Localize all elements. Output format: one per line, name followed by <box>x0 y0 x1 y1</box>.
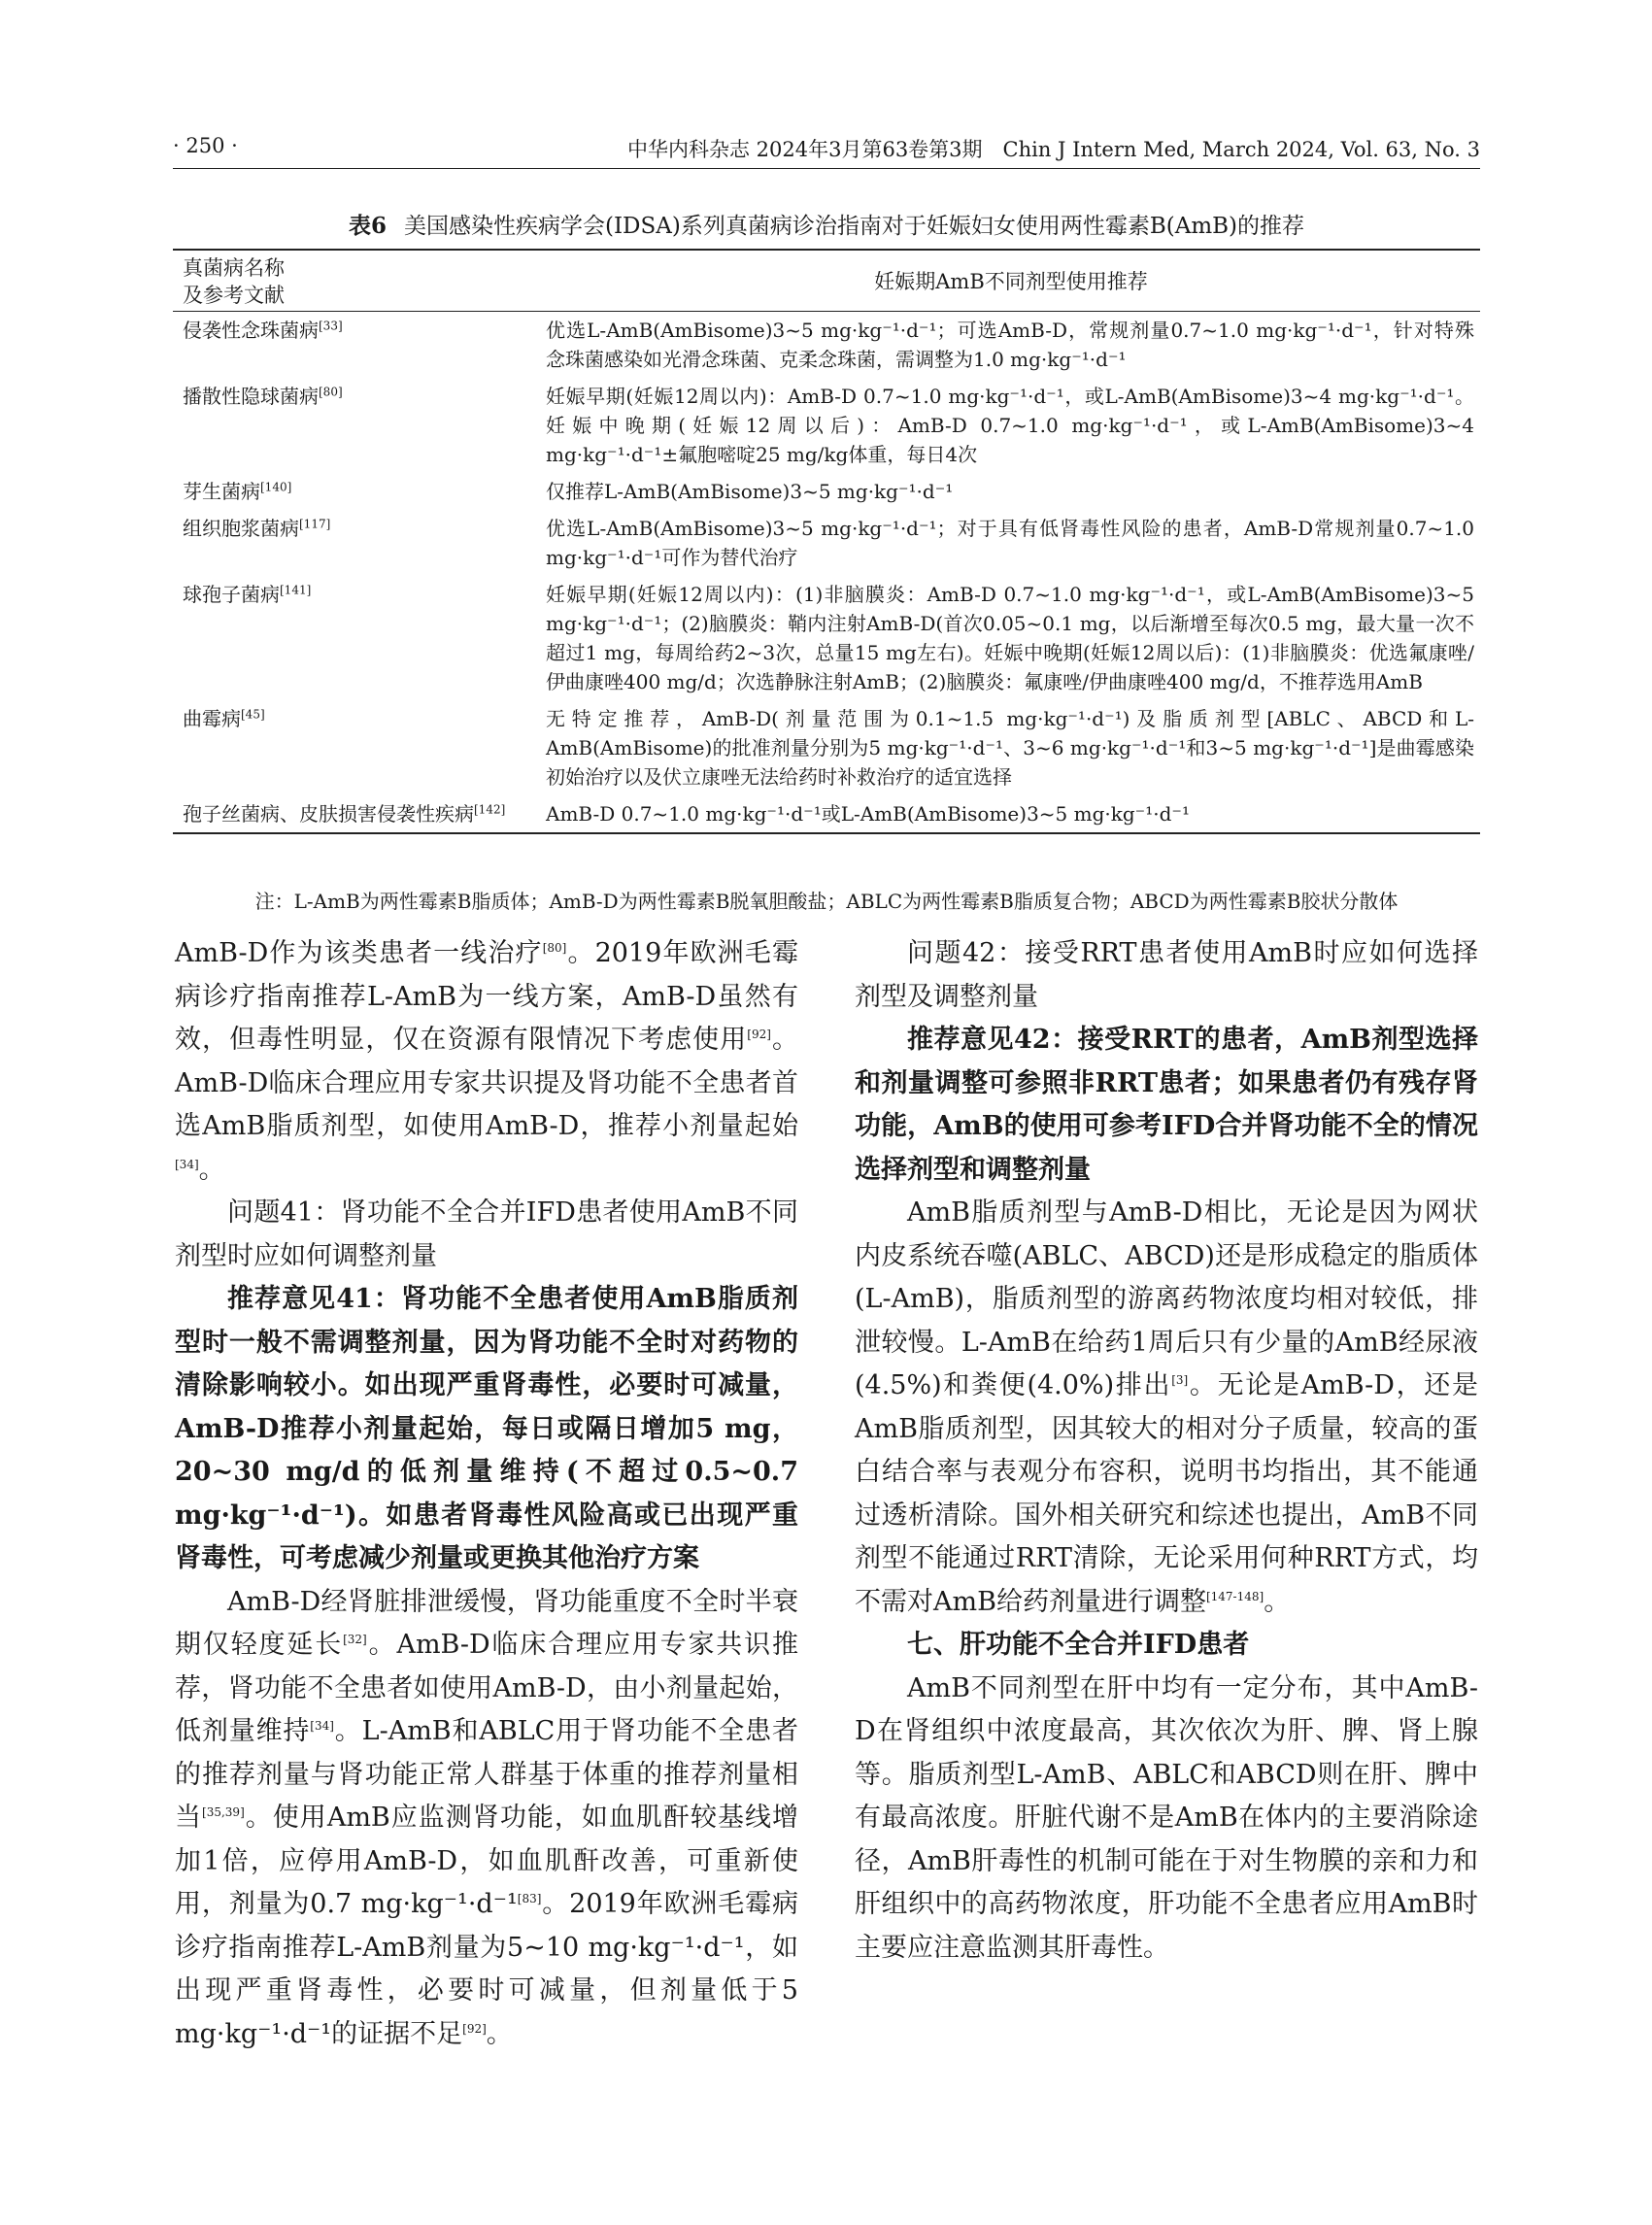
recommendation-42: 推荐意见42：接受RRT的患者，AmB剂型选择和剂量调整可参照非RRT患者；如果患者仍有残存肾功能，AmB的使用可参考IFD合并肾功能不全的情况选择剂型和调整剂量 <box>855 1025 1478 1185</box>
disease-name: 播散性隐球菌病[80] <box>183 385 343 408</box>
citation: [142] <box>474 802 506 817</box>
disease-name: 芽生菌病[140] <box>183 480 292 503</box>
paragraph: AmB-D经肾脏排泄缓慢，肾功能重度不全时半衰期仅轻度延长[32]。AmB-D临床合理应用专家共识推荐，肾功能不全患者如使用AmB-D，由小剂量起始，低剂量维持[34]。L-AmB和ABLC用于肾功能不全患者的推荐剂量与肾功能正常人群基于体重的推荐剂量相当[35,39]。使用AmB应监测肾功能，如血肌酐较基线增加1倍，应停用AmB-D，如血肌酐改善，可重新使用，剂量为0.7 mg·kg⁻¹·d⁻¹[83]。2019年欧洲毛霉病诊疗指南推荐L-AmB剂量为5~10 mg·kg⁻¹·d⁻¹，如出现严重肾毒性，必要时可减量，但剂量低于5 mg·kg⁻¹·d⁻¹的证据不足[92]。 <box>175 1586 799 2049</box>
col-header-disease: 真菌病名称 及参考文献 <box>183 256 285 307</box>
table-body <box>173 312 1480 832</box>
table-row <box>173 510 1480 576</box>
journal-citation: 中华内科杂志 2024年3月第63卷第3期 Chin J Intern Med, March 2024, Vol. 63, No. 3 <box>626 138 1480 161</box>
table-row <box>173 312 1480 378</box>
citation: [117] <box>299 517 331 531</box>
right-column <box>855 932 1478 1970</box>
citation: [45] <box>241 707 265 722</box>
recommendation-text: AmB-D 0.7~1.0 mg·kg⁻¹·d⁻¹或L-AmB(AmBisome)3~5 mg·kg⁻¹·d⁻¹ <box>546 802 1190 826</box>
disease-name: 孢子丝菌病、皮肤损害侵袭性疾病[142] <box>183 802 506 826</box>
citation: [80] <box>319 385 343 399</box>
table-header <box>173 251 1480 312</box>
recommendation-text: 妊娠早期(妊娠12周以内)：AmB-D 0.7~1.0 mg·kg⁻¹·d⁻¹，或L-AmB(AmBisome)3~4 mg·kg⁻¹·d⁻¹。妊娠中晚期(妊娠12周以后)：AmB-D 0.7~1.0 mg·kg⁻¹·d⁻¹，或L-AmB(AmBisome)3~4 mg·kg⁻¹·d⁻¹±氟胞嘧啶25 mg/kg体重，每日4次 <box>546 385 1474 466</box>
paragraph: AmB脂质剂型与AmB-D相比，无论是因为网状内皮系统吞噬(ABLC、ABCD)还是形成稳定的脂质体(L-AmB)，脂质剂型的游离药物浓度均相对较低，排泄较慢。L-AmB在给药1周后只有少量的AmB经尿液(4.5%)和粪便(4.0%)排出[3]。无论是AmB-D，还是AmB脂质剂型，因其较大的相对分子质量，较高的蛋白结合率与表观分布容积，说明书均指出，其不能通过透析清除。国外相关研究和综述也提出，AmB不同剂型不能通过RRT清除，无论采用何种RRT方式，均不需对AmB给药剂量进行调整[147-148]。 <box>855 1197 1478 1617</box>
citation: [83] <box>517 1892 542 1905</box>
citation: [34] <box>310 1719 334 1733</box>
recommendation-text: 优选L-AmB(AmBisome)3~5 mg·kg⁻¹·d⁻¹；可选AmB-D，常规剂量0.7~1.0 mg·kg⁻¹·d⁻¹，针对特殊念珠菌感染如光滑念珠菌、克柔念珠菌，需调整为1.0 mg·kg⁻¹·d⁻¹ <box>546 319 1474 371</box>
disease-name: 组织胞浆菌病[117] <box>183 517 331 540</box>
recommendation-text: 优选L-AmB(AmBisome)3~5 mg·kg⁻¹·d⁻¹；对于具有低肾毒性风险的患者，AmB-D常规剂量0.7~1.0 mg·kg⁻¹·d⁻¹可作为替代治疗 <box>546 517 1474 569</box>
recommendation-text: 仅推荐L-AmB(AmBisome)3~5 mg·kg⁻¹·d⁻¹ <box>546 480 954 503</box>
citation: [35,39] <box>202 1805 245 1819</box>
recommendation-text: 无特定推荐，AmB-D(剂量范围为0.1~1.5 mg·kg⁻¹·d⁻¹)及脂质剂型[ABLC、ABCD和L-AmB(AmBisome)的批准剂量分别为5 mg·kg⁻¹·d⁻¹、3~6 mg·kg⁻¹·d⁻¹和3~5 mg·kg⁻¹·d⁻¹]是曲霉感染初始治疗以及伏立康唑无法给药时补救治疗的适宜选择 <box>546 707 1474 789</box>
section-heading: 七、肝功能不全合并IFD患者 <box>907 1630 1250 1660</box>
citation: [92] <box>462 2021 487 2036</box>
table-row <box>173 378 1480 473</box>
paragraph: AmB不同剂型在肝中均有一定分布，其中AmB-D在肾组织中浓度最高，其次依次为肝、脾、肾上腺等。脂质剂型L-AmB、ABLC和ABCD则在肝、脾中有最高浓度。肝脏代谢不是AmB在体内的主要消除途径，AmB肝毒性的机制可能在于对生物膜的亲和力和肝组织中的高药物浓度，肝功能不全患者应用AmB时主要应注意监测其肝毒性。 <box>855 1672 1478 1963</box>
recommendation-table <box>173 249 1480 834</box>
table-row <box>173 795 1480 832</box>
col-header-recommendation: 妊娠期AmB不同剂型使用推荐 <box>874 270 1148 293</box>
citation: [140] <box>260 480 292 494</box>
table-row <box>173 576 1480 700</box>
page-number: · 250 · <box>173 134 238 157</box>
citation: [141] <box>280 583 312 597</box>
left-column <box>175 932 798 2056</box>
citation: [34] <box>175 1157 199 1171</box>
citation: [33] <box>319 319 343 333</box>
disease-name: 球孢子菌病[141] <box>183 583 312 606</box>
question-41: 问题41：肾功能不全合并IFD患者使用AmB不同剂型时应如何调整剂量 <box>175 1197 798 1271</box>
disease-name: 曲霉病[45] <box>183 707 265 730</box>
running-header <box>173 134 1480 167</box>
citation: [147-148] <box>1205 1589 1264 1603</box>
citation: [80] <box>542 941 567 955</box>
table-caption <box>173 208 1480 240</box>
table-label: 表6 <box>348 213 387 239</box>
question-42: 问题42：接受RRT患者使用AmB时应如何选择剂型及调整剂量 <box>855 938 1478 1012</box>
citation: [3] <box>1171 1373 1189 1387</box>
table-title: 美国感染性疾病学会(IDSA)系列真菌病诊治指南对于妊娠妇女使用两性霉素B(AmB)的推荐 <box>404 214 1305 239</box>
header-rule <box>173 168 1480 169</box>
recommendation-41: 推荐意见41：肾功能不全患者使用AmB脂质剂型时一般不需调整剂量，因为肾功能不全时对药物的清除影响较小。如出现严重肾毒性，必要时可减量，AmB-D推荐小剂量起始，每日或隔日增加5 mg，20~30 mg/d的低剂量维持(不超过0.5~0.7 mg·kg⁻¹·d⁻¹)。如患者肾毒性风险高或已出现严重肾毒性，可考虑减少剂量或更换其他治疗方案 <box>175 1284 798 1573</box>
table-row <box>173 700 1480 795</box>
citation: [92] <box>747 1028 771 1041</box>
citation: [32] <box>343 1633 367 1646</box>
table-row <box>173 473 1480 510</box>
table-note: 注：L-AmB为两性霉素B脂质体；AmB-D为两性霉素B脱氧胆酸盐；ABLC为两性霉素B脂质复合物；ABCD为两性霉素B胶状分散体 <box>254 890 1399 913</box>
recommendation-text: 妊娠早期(妊娠12周以内)：(1)非脑膜炎：AmB-D 0.7~1.0 mg·kg⁻¹·d⁻¹，或L-AmB(AmBisome)3~5 mg·kg⁻¹·d⁻¹；(2)脑膜炎：鞘内注射AmB-D(首次0.05~0.1 mg，以后渐增至每次0.5 mg，最大量一次不超过1 mg，每周给药2~3次，总量15 mg左右)。妊娠中晚期(妊娠12周以后)：(1)非脑膜炎：优选氟康唑/伊曲康唑400 mg/d；次选静脉注射AmB；(2)脑膜炎：氟康唑/伊曲康唑400 mg/d，不推荐选用AmB <box>546 583 1474 693</box>
disease-name: 侵袭性念珠菌病[33] <box>183 319 343 342</box>
paragraph: AmB-D作为该类患者一线治疗[80]。2019年欧洲毛霉病诊疗指南推荐L-AmB为一线方案，AmB-D虽然有效，但毒性明显，仅在资源有限情况下考虑使用[92]。AmB-D临床合理应用专家共识提及肾功能不全患者首选AmB脂质剂型，如使用AmB-D，推荐小剂量起始[34]。 <box>175 938 798 1185</box>
